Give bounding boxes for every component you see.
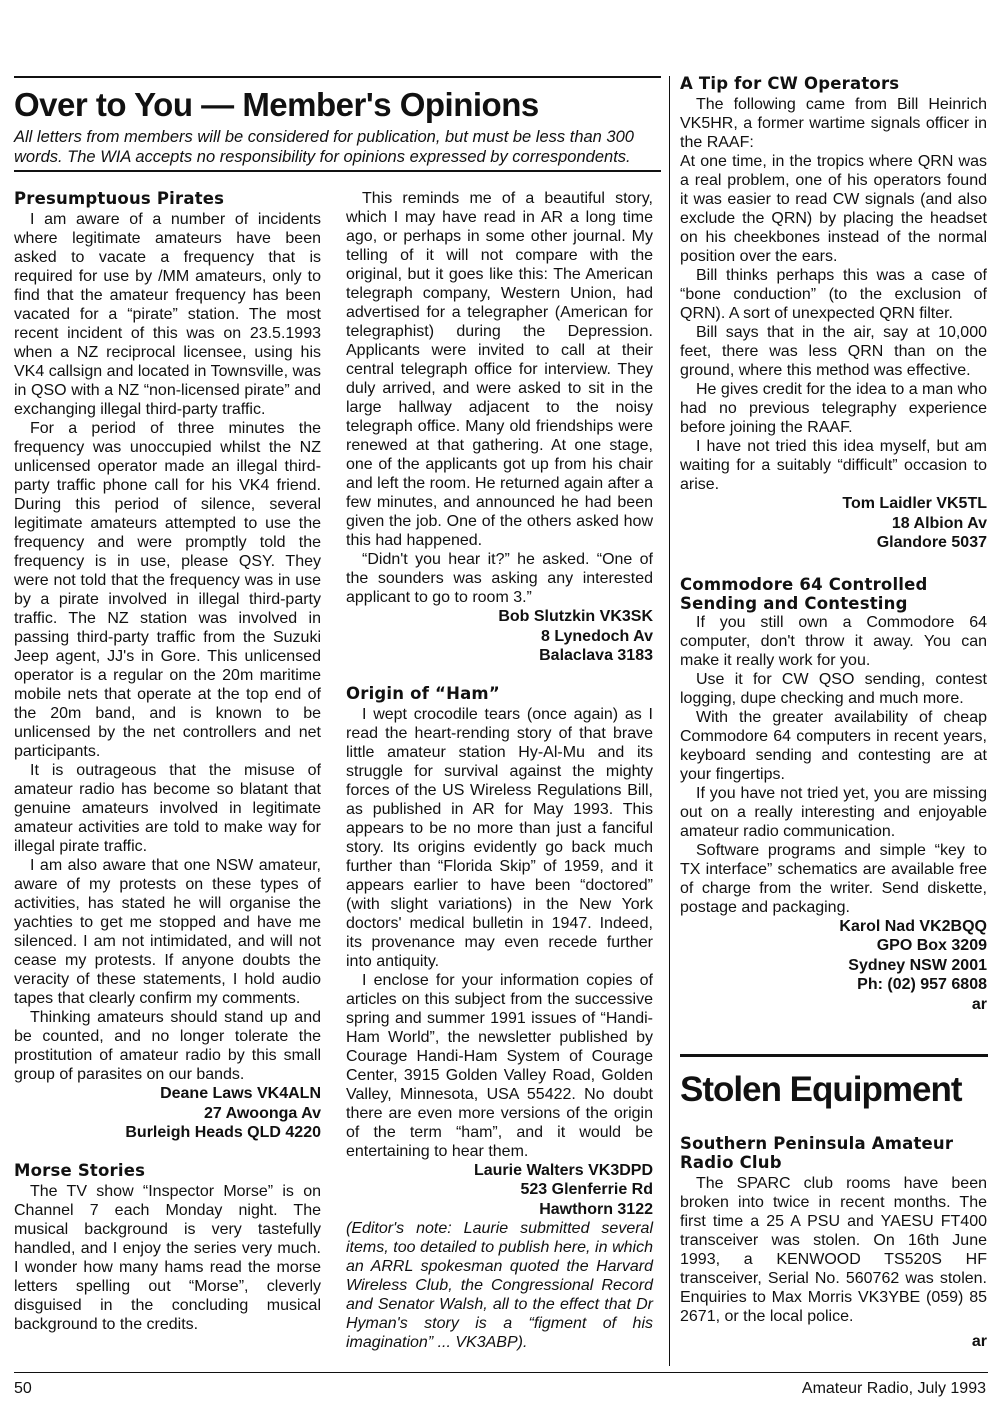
cw-paragraph: Bill thinks perhaps this was a case of “bone conduction” (to the exclusion of QRN). A sort of unexpected QRN filter. (680, 267, 987, 322)
end-mark: ar (971, 995, 987, 1013)
signature-name: Bob Slutzkin VK3SK (498, 608, 653, 625)
cw-paragraph: The following came from Bill Heinrich VK5HR, a former wartime signals officer in the RAAF: (680, 96, 987, 151)
morse-paragraph: This reminds me of a beautiful story, which I may have read in AR a long time ago, or perhaps in some other journal. My telling of it will not compare with the original, but it goes like this: The American telegraph company, Western Union, had advertised for a telegrapher (American for telegraphist) during the Depression. Applicants were invited to call at their central telegraph office for interview. They duly arrived, and were asked to sit in the large hallway adjacent to the noisy telegraph office. Many old friendships were renewed at that gathering. At one stage, one of the applicants got up from his chair and left the room. He returned again after a few minutes, and announced he had been given the job. One of the others asked how this had happened. (346, 190, 653, 549)
pirates-paragraph: I am aware of a number of incidents where legitimate amateurs have been asked to vacate a frequency that is required for use by /MM amateurs, only to find that the amateur frequency has been vacated for a “pirate” station. The most recent incident of this was on 23.5.1993 when a NZ reciprocal licensee, using his VK4 callsign and located in Townsville, was in QSO with a NZ “non-licensed pirate” and exchanging illegal third-party traffic. (14, 211, 321, 418)
signature-name: Karol Nad VK2BQQ (839, 917, 987, 935)
morse-paragraph: The TV show “Inspector Morse” is on Channel 7 each Monday night. The musical background is very tastefully handled, and I enjoy the series very much. I wonder how many hams read the morse letters spelling out “Morse”, cleverly disguised in the concluding musical background to the credits. (14, 1182, 321, 1333)
cw-heading: A Tip for CW Operators (680, 74, 900, 93)
stolen-subtitle (680, 1134, 987, 1172)
signature-phone: Ph: (02) 957 6808 (857, 976, 987, 993)
pirates-paragraph: I am also aware that one NSW amateur, aware of my protests on these types of activities, has stated he will organise the yachties to get me stopped and have me silenced. I am not intimidated, and will not cease my protests. If anyone doubts the veracity of these statements, I hold audio tapes that clearly confirm my comments. (14, 857, 321, 1007)
column-1 (14, 189, 321, 1334)
signature-address: 18 Albion Av (891, 514, 987, 532)
ham-paragraph: I enclose for your information copies of articles on this subject from the successive spring and summer 1991 issues of “Handi-Ham World”, the newsletter published by Courage Handi-Ham System of Courage Center, 3915 Golden Valley Road, Golden Valley, Minnesota, USA 55422. No doubt there are even more versions of the origin of the term “ham”, and it would be entertaining to hear them. (346, 971, 653, 1160)
cw-paragraph: He gives credit for the idea to a man who had no previous telegraphy experience before joining the RAAF. (680, 381, 987, 436)
c64-paragraph: If you have not tried yet, you are missing out on a really interesting and enjoyable amateur radio communication. (680, 784, 987, 840)
footer-rule (14, 1372, 988, 1373)
signature-city: Glandore 5037 (876, 534, 987, 551)
pirates-paragraph: It is outrageous that the misuse of amateur radio has become so blatant that genuine amateurs involved in legitimate amateur activities are told to make way for illegal pirate traffic. (14, 762, 321, 855)
c64-paragraph: Use it for CW QSO sending, contest logging, dupe checking and much more. (680, 670, 987, 707)
ham-signature (346, 1161, 653, 1220)
page-title: Over to You — Member's Opinions (14, 86, 539, 123)
cw-paragraph: Bill says that in the air, say at 10,000 feet, there was less QRN than on the ground, where this method was effective. (680, 324, 987, 379)
cw-signature (680, 494, 987, 553)
intro-bottom-rule (14, 170, 661, 172)
signature-address: 27 Awoonga Av (203, 1104, 321, 1122)
stolen-subtitle-line2: Radio Club (680, 1153, 782, 1172)
stolen-subtitle-line1: Southern Peninsula Amateur (680, 1134, 954, 1153)
stolen-section (680, 1134, 987, 1352)
page-number: 50 (14, 1380, 32, 1397)
signature-city: Balaclava 3183 (539, 647, 653, 664)
column-3 (680, 74, 987, 1014)
pirates-heading: Presumptuous Pirates (14, 189, 225, 208)
signature-address: 523 Glenferrie Rd (520, 1181, 653, 1198)
stolen-end (680, 1332, 987, 1352)
c64-paragraph: If you still own a Commodore 64 computer, don't throw it away. You can make it really work for you. (680, 613, 987, 669)
cw-paragraph: I have not tried this idea myself, but am waiting for a suitably “difficult” occasion to arise. (680, 438, 987, 493)
ham-paragraph: I wept crocodile tears (once again) as I read the heart-rending story of that brave little amateur station Hy-Al-Mu and its struggle for survival against the mighty forces of the US Wireless Regulations Bill, as published in AR for May 1993. This appears to be no more than just a fanciful story. Its origins evidently go back much further than “Florida Skip” of 1959, and it appears earlier to have been “doctored” (with slight variations) in the New York doctors' medical bulletin in 1947. Indeed, its provenance may even recede further into antiquity. (346, 705, 653, 970)
top-rule-left (14, 76, 661, 78)
stolen-title: Stolen Equipment (680, 1070, 962, 1109)
signature-city: Burleigh Heads QLD 4220 (125, 1124, 321, 1141)
pirates-paragraph: Thinking amateurs should stand up and be counted, and no longer tolerate the prostitution of amateur radio by this small group of parasites on our bands. (14, 1009, 321, 1083)
signature-address: GPO Box 3209 (876, 937, 987, 954)
pirates-paragraph: For a period of three minutes the frequency was unoccupied whilst the NZ unlicensed operator made an illegal third-party traffic phone call for his VK4 friend. During this period of silence, several legitimate amateurs attempted to use the frequency and were promptly told the frequency is in use, please QSY. They were not told that the frequency was in use by a pirate involved in illegal third-party traffic. The NZ station was involved in passing third-party traffic from the Suzuki Jeep agent, JJ's in Gore. This unlicensed operator is a regular on the 20m maritime mobile nets that operate at the top end of the 20m band, and is known to be unlicensed by the net controllers and net participants. (14, 420, 321, 760)
ham-heading: Origin of “Ham” (346, 683, 500, 703)
c64-signature (680, 917, 987, 1015)
c64-paragraph: With the greater availability of cheap Commodore 64 computers in recent years, keyboard sending and contesting are at your fingertips. (680, 708, 987, 783)
c64-heading (680, 575, 987, 613)
morse-heading: Morse Stories (14, 1160, 146, 1180)
signature-address: 8 Lynedoch Av (540, 627, 653, 645)
stolen-top-rule (680, 1054, 988, 1057)
publication-footer: Amateur Radio, July 1993 (801, 1380, 986, 1397)
signature-name: Tom Laidler VK5TL (842, 495, 987, 512)
cw-paragraph: At one time, in the tropics where QRN was a real problem, one of his operators found it was easier to read CW signals (and also exclude the QRN) by placing the headset on his cheekbones instead of the normal position over the ears. (680, 153, 987, 265)
c64-heading-line2: Sending and Contesting (680, 593, 908, 613)
pirates-signature (14, 1084, 321, 1143)
signature-city: Sydney NSW 2001 (848, 956, 987, 974)
morse-paragraph: “Didn't you hear it?” he asked. “One of the sounders was asking any interested applicant to go to room 3.” (346, 551, 653, 606)
column-2 (346, 189, 653, 1352)
c64-heading-line1: Commodore 64 Controlled (680, 574, 928, 594)
signature-city: Hawthorn 3122 (539, 1200, 653, 1218)
c64-paragraph: Software programs and simple “key to TX interface” schematics are available free of charge from the writer. Send diskette, postage and packaging. (680, 841, 987, 916)
end-mark: ar (971, 1333, 987, 1350)
column-divider (669, 76, 670, 1366)
signature-name: Laurie Walters VK3DPD (473, 1161, 653, 1179)
signature-name: Deane Laws VK4ALN (160, 1085, 321, 1102)
intro-text: All letters from members will be considered for publication, but must be less than 300 words. The WIA accepts no responsibility for opinions expressed by correspondents. (14, 128, 634, 166)
stolen-paragraph: The SPARC club rooms have been broken into twice in recent months. The first time a 25 A PSU and YAESU FT400 transceiver was stolen. On 16th June 1993, a KENWOOD TS520S HF transceiver, Serial No. 560762 was stolen. Enquiries to Max Morris VK3YBE (059) 85 2671, or the local police. (680, 1175, 987, 1325)
editor-note: (Editor's note: Laurie submitted several items, too detailed to publish here, in which an ARRL spokesman quoted the Harvard Wireless Club, the Congressional Record and Senator Walsh, all to the effect that Dr Hyman's story is a “figment of his imagination” ... VK3ABP). (346, 1220, 653, 1351)
morse-signature (346, 607, 653, 666)
